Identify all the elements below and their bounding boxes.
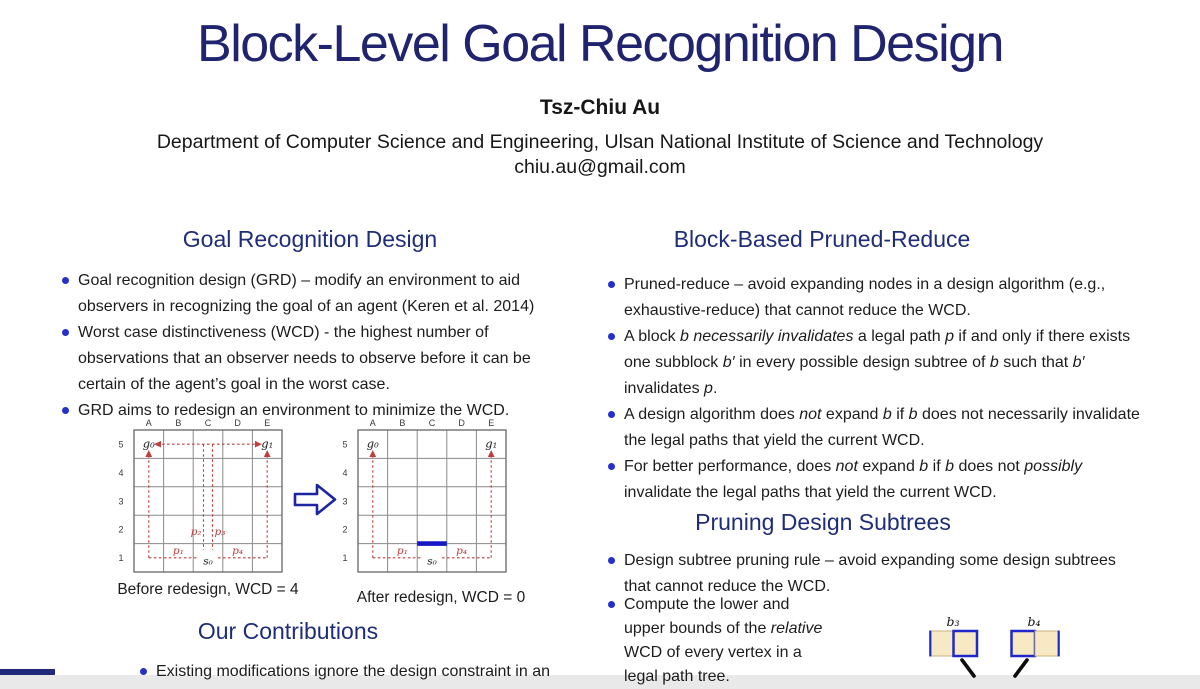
bullet-text (624, 593, 888, 689)
bullet-item (608, 593, 888, 689)
grid-before-figure (110, 416, 290, 576)
bullet-line: Compute the lower and (624, 596, 790, 613)
path-arrowheads (145, 441, 270, 457)
bullet-line: legal path tree. (624, 668, 730, 685)
bullet-dot-icon (608, 333, 615, 340)
bullet-item (608, 272, 1140, 324)
bullet-text: For better performance, does not expand b if b does not possibly invalidate the legal paths that yield the current WCD. (624, 458, 1083, 501)
path-p4-label: p₄ (232, 545, 244, 557)
bullet-dot-icon (608, 463, 615, 470)
subtree-edges (962, 660, 1027, 676)
caption-after-redesign: After redesign, WCD = 0 (356, 589, 526, 606)
bullet-text: A block b necessarily invalidates a legal path p if and only if there exists one subblock b′ in every possible design subtree of b such that b′ invalidates p. (624, 328, 1131, 397)
row-label: 5 (118, 439, 124, 450)
col-label: B (175, 418, 182, 428)
grid-after-figure (334, 416, 514, 576)
row-label: 1 (118, 553, 124, 564)
goal-g1-label: g₁ (485, 436, 498, 451)
row-label: 2 (118, 524, 124, 535)
bullet-text: Worst case distinctiveness (WCD) - the highest number of observations that an observer needs to observe before it can be certain of the agent’s goal in the worst case. (78, 324, 531, 393)
bullet-text: Existing modifications ignore the design constraint in an (156, 663, 550, 680)
design-subtree-figure (905, 610, 1105, 675)
block-b4-label: b₄ (1027, 614, 1041, 629)
grid-lines (358, 430, 506, 572)
block-b4-domino (1012, 631, 1059, 657)
section-heading-our-contributions: Our Contributions (197, 618, 379, 644)
row-label: 5 (342, 439, 348, 450)
bullet-text: A design algorithm does not expand b if b does not necessarily invalidate the legal paths that yield the current WCD. (624, 406, 1140, 449)
bullet-dot-icon (608, 281, 615, 288)
section-heading-goal-recognition-design: Goal Recognition Design (182, 226, 438, 252)
redesign-arrow-icon (292, 479, 340, 521)
row-label: 3 (342, 496, 348, 507)
bullet-dot-icon (62, 277, 69, 284)
bullet-line: WCD of every vertex in a (624, 644, 802, 661)
col-label: E (488, 418, 495, 428)
bullet-dot-icon (62, 329, 69, 336)
section-heading-pruning-design-subtrees: Pruning Design Subtrees (695, 509, 951, 535)
bullet-line: upper bounds of the relative (624, 620, 823, 637)
bullet-item (608, 324, 1140, 402)
row-label: 3 (118, 496, 124, 507)
path-p4-label: p₄ (456, 545, 468, 557)
email: chiu.au@gmail.com (514, 156, 686, 178)
legal-paths-dashed (149, 444, 267, 558)
row-label: 1 (342, 553, 348, 564)
caption-before-redesign: Before redesign, WCD = 4 (117, 581, 299, 598)
bullet-text: GRD aims to redesign an environment to minimize the WCD. (78, 402, 510, 419)
col-label: A (369, 418, 376, 428)
col-label: B (399, 418, 406, 428)
goal-g0-label: g₀ (142, 436, 155, 451)
path-p1-label: p₁ (172, 545, 184, 557)
bottom-left-strip (0, 669, 55, 675)
author-name: Tsz-Chiu Au (539, 96, 661, 119)
goal-g0-label: g₀ (366, 436, 379, 451)
bullet-dot-icon (608, 411, 615, 418)
bullet-dot-icon (608, 557, 615, 564)
section-heading-block-based-pruned-reduce: Block-Based Pruned-Reduce (673, 226, 971, 252)
bullet-item (608, 454, 1140, 506)
col-label: C (428, 418, 436, 428)
col-label: E (264, 418, 271, 428)
path-p3-label: p₃ (214, 526, 226, 538)
bullet-dot-icon (62, 407, 69, 414)
col-label: D (234, 418, 241, 428)
bullet-dot-icon (140, 668, 147, 675)
col-label: A (145, 418, 152, 428)
row-label: 4 (342, 467, 348, 478)
bullet-item (62, 268, 574, 320)
start-s0-label: s₀ (427, 555, 437, 568)
start-s0-label: s₀ (203, 555, 213, 568)
bullet-text: Design subtree pruning rule – avoid expanding some design subtrees that cannot reduce the WCD. (624, 552, 1116, 595)
path-p1-label: p₁ (396, 545, 408, 557)
row-label: 2 (342, 524, 348, 535)
bullet-text: Goal recognition design (GRD) – modify an environment to aid observers in recognizing the goal of an agent (Keren et al. 2014) (78, 272, 535, 315)
goal-g1-label: g₁ (261, 436, 274, 451)
row-label: 4 (118, 467, 124, 478)
bullet-text: Pruned-reduce – avoid expanding nodes in a design algorithm (e.g., exhaustive-reduce) that cannot reduce the WCD. (624, 276, 1106, 319)
block-b3-label: b₃ (946, 614, 960, 629)
col-label: D (458, 418, 465, 428)
col-label: C (204, 418, 212, 428)
path-p2-label: p₂ (190, 526, 202, 538)
bullet-dot-icon (608, 601, 615, 608)
bullet-item (62, 320, 574, 398)
bullet-list (608, 272, 1140, 506)
bullet-item (140, 659, 610, 685)
grid-lines (134, 430, 282, 572)
path-arrowheads (369, 450, 494, 457)
bullet-item (608, 402, 1140, 454)
block-b3-domino (930, 631, 977, 657)
affiliation: Department of Computer Science and Engineering, Ulsan National Institute of Science and Technology (156, 131, 1044, 153)
page-title: Block-Level Goal Recognition Design (197, 15, 1003, 73)
bullet-list (62, 268, 574, 424)
